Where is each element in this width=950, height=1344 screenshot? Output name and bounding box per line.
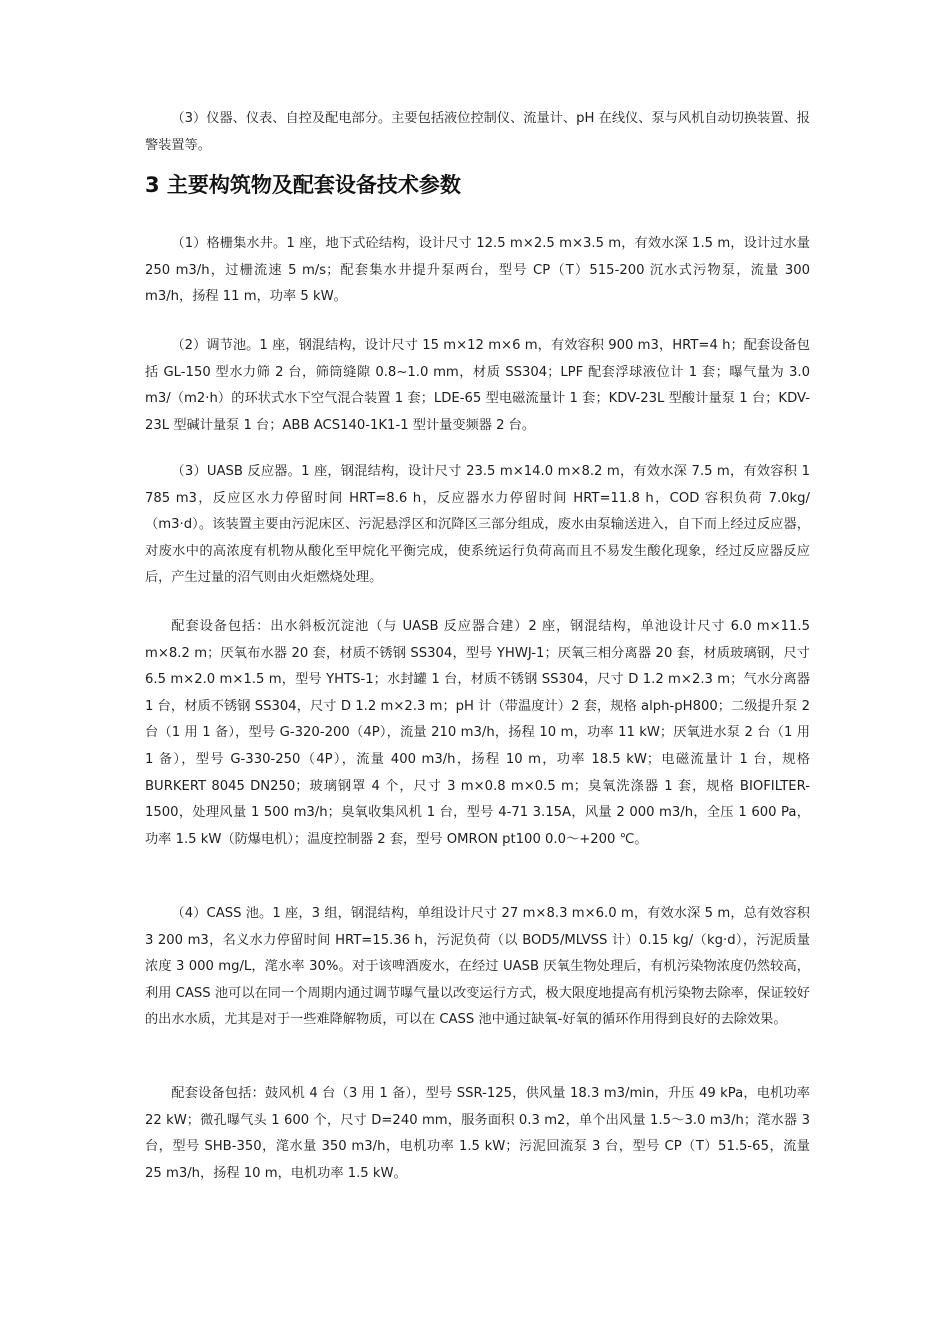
paragraph-cass-tank: （4）CASS 池。1 座，3 组，钢混结构，单组设计尺寸 27 m×8.3 m×6.0 m，有效水深 5 m，总有效容积 3 200 m3，名义水力停留时间 HRT=15.36 h，污泥负荷（以 BOD5/MLVSS 计）0.15 kg/（kg·d），污泥质量浓度 3 000 mg/L，滗水率 30%。对于该啤酒废水，在经过 UASB 厌氧生物处理后，有机污染物浓度仍然较高，利用 CASS 池可以在同一个周期内通过调节曝气量以改变运行方式，极大限度地提高有机污染物去除率，保证较好的出水水质，尤其是对于一些难降解物质，可以在 CASS 池中通过缺氧-好氧的循环作用得到良好的去除效果。 <box>145 906 810 1028</box>
paragraph-uasb-equipment: 配套设备包括：出水斜板沉淀池（与 UASB 反应器合建）2 座，钢混结构，单池设计尺寸 6.0 m×11.5 m×8.2 m；厌氧布水器 20 套，材质不锈钢 SS304，型号 YHWJ-1；厌氧三相分离器 20 套，材质玻璃钢，尺寸 6.5 m×2.0 m×1.5 m，型号 YHTS-1；水封罐 1 台，材质不锈钢 SS304，尺寸 D 1.2 m×2.3 m；气水分离器 1 台，材质不锈钢 SS304，尺寸 D 1.2 m×2.3 m；pH 计（带温度计）2 套，规格 alph-pH800；二级提升泵 2 台（1 用 1 备），型号 G-320-200（4P），流量 210 m3/h，扬程 10 m，功率 11 kW；厌氧进水泵 2 台（1 用 1 备），型号 G-330-250（4P），流量 400 m3/h，扬程 10 m，功率 18.5 kW；电磁流量计 1 台，规格 BURKERT 8045 DN250；玻璃钢罩 4 个，尺寸 3 m×0.8 m×0.5 m；臭氧洗涤器 1 套，规格 BIOFILTER-1500，处理风量 1 500 m3/h；臭氧收集风机 1 台，型号 4-71 3.15A，风量 2 000 m3/h，全压 1 600 Pa，功率 1.5 kW（防爆电机）；温度控制器 2 套，型号 OMRON pt100 0.0～+200 ℃。 <box>145 619 810 847</box>
paragraph-regulating-tank: （2）调节池。1 座，钢混结构，设计尺寸 15 m×12 m×6 m，有效容积 900 m3，HRT=4 h；配套设备包括 GL-150 型水力筛 2 台，筛筒缝隙 0.8~1.0 mm，材质 SS304；LPF 配套浮球液位计 1 套；曝气量为 3.0 m3/（m2·h）的环状式水下空气混合装置 1 套；LDE-65 型电磁流量计 1 套；KDV-23L 型酸计量泵 1 台；KDV-23L 型碱计量泵 1 台；ABB ACS140-1K1-1 型计量变频器 2 台。 <box>145 338 810 433</box>
paragraph-cass-equipment: 配套设备包括：鼓风机 4 台（3 用 1 备），型号 SSR-125，供风量 18.3 m3/min，升压 49 kPa，电机功率 22 kW；微孔曝气头 1 600 个，尺寸 D=240 mm，服务面积 0.3 m2，单个出风量 1.5～3.0 m3/h；滗水器 3 台，型号 SHB-350，滗水量 350 m3/h，电机功率 1.5 kW；污泥回流泵 3 台，型号 CP（T）51.5-65，流量 25 m3/h，扬程 10 m，电机功率 1.5 kW。 <box>145 1086 810 1181</box>
paragraph-uasb-reactor: （3）UASB 反应器。1 座，钢混结构，设计尺寸 23.5 m×14.0 m×8.2 m，有效水深 7.5 m，有效容积 1 785 m3，反应区水力停留时间 HRT=8.6 h，反应器水力停留时间 HRT=11.8 h，COD 容积负荷 7.0kg/（m3·d）。该装置主要由污泥床区、污泥悬浮区和沉降区三部分组成，废水由泵输送进入，自下而上经过反应器，对废水中的高浓度有机物从酸化至甲烷化平衡完成，使系统运行负荷高而且不易发生酸化现象，经过反应器反应后，产生过量的沼气则由火炬燃烧处理。 <box>145 464 810 586</box>
paragraph-screen-well: （1）格栅集水井。1 座，地下式砼结构，设计尺寸 12.5 m×2.5 m×3.5 m，有效水深 1.5 m，设计过水量 250 m3/h，过栅流速 5 m/s；配套集水井提升泵两台，型号 CP（T）515-200 沉水式污物泵，流量 300 m3/h，扬程 11 m，功率 5 kW。 <box>145 236 810 305</box>
intro-paragraph: （3）仪器、仪表、自控及配电部分。主要包括液位控制仪、流量计、pH 在线仪、泵与风机自动切换装置、报警装置等。 <box>145 111 810 153</box>
section-heading: 3 主要构筑物及配套设备技术参数 <box>145 173 461 197</box>
